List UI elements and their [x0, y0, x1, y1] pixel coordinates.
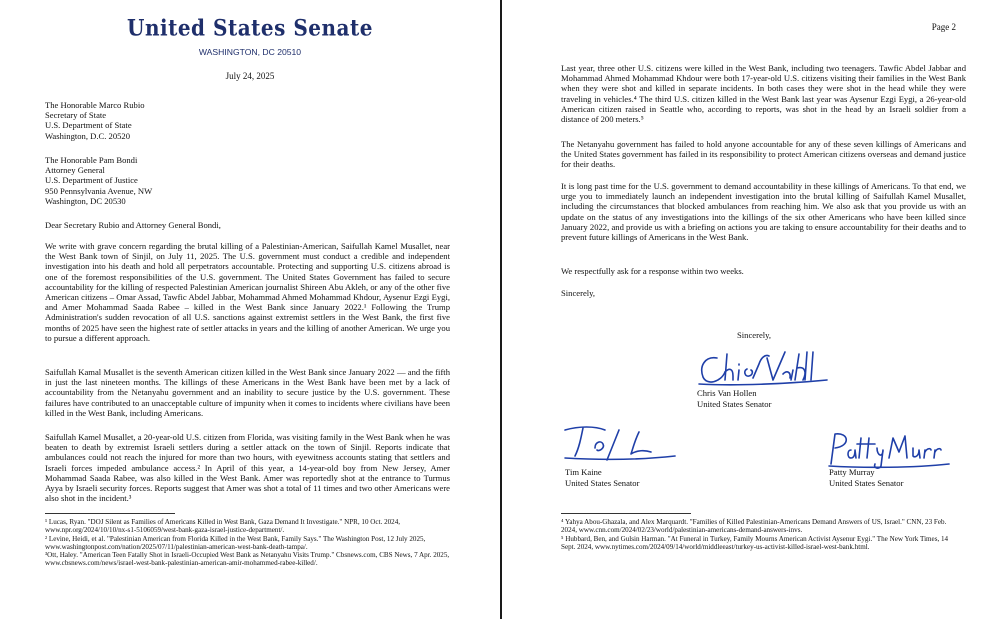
address-line: U.S. Department of Justice [45, 175, 138, 186]
address-line: The Honorable Marco Rubio [45, 100, 145, 110]
letter-page-2 [503, 0, 1000, 619]
signer-name-murray: Patty Murray [829, 467, 875, 477]
signer-name-kaine: Tim Kaine [565, 467, 602, 477]
address-line: Attorney General [45, 165, 105, 176]
signer-title-kaine: United States Senator [565, 478, 640, 488]
closing-sign: Sincerely, [737, 330, 772, 340]
footnote-3: ³Ott, Haley. "American Teen Fatally Shot in Israeli-Occupied West Bank as Netanyahu Visits Trump." Cbsnews.com, CBS News, 7 Apr. 2025, www.cbsnews.com/news/israel-west-bank-palestinian-american-amir-mohammed-rabee-killed/. [45, 551, 450, 568]
body-paragraph-2: Saifullah Kamal Musallet is the seventh American citizen killed in the West Bank since January 2022 — and the fifth in just the last nineteen months. The killings of these Americans in the West Bank have been met by a lack of accountability from the Netanyahu government and an inability to secure justice by the U.S. government. These failures have contributed to an unacceptable culture of impunity when it comes to incidents where civilians have been killed in the West Bank, including Americans. [45, 367, 450, 418]
body-paragraph-1: We write with grave concern regarding the brutal killing of a Palestinian-American, Saifullah Kamel Musallet, near the West Bank town of Sinjil, on July 11, 2025. The U.S. government must conduct a credible and independent investigation into his death and hold all perpetrators accountable. Protecting and supporting U.S. citizens abroad is one of the foremost responsibilities of the U.S. government. The United States Government has failed to secure accountability for the killing of respected Palestinian American journalist Shireen Abu Akleh, or any of the other five American citizens – Omar Assad, Tawfic Abdel Jabbar, Mohammad Ahmed Mohammad Khdour, Aysenur Ezgi Eygi, and Amer Mohammad Saada Rabee – killed in the West Bank since January 2022.¹ Following the Trump Administration's sudden revocation of all U.S. sanctions against extremist settlers in the West Bank, the first five months of 2025 have seen the highest rate of settler attacks in years and the killing of another American. We urge you to pursue a different approach. [45, 241, 450, 343]
body-paragraph-4: Last year, three other U.S. citizens were killed in the West Bank, including two teenagers. Tawfic Abdel Jabbar and Mohammad Ahmed Mohammad Khdour were both 17-year-old U.S. citizens visiting their families in the West Bank when they were shot and killed in separate incidents. In both cases they were shot in the head while they were traveling in vehicles.⁴ The third U.S. citizen killed in the West Bank last year was Aysenur Ezgi Eygi, a 26-year-old American citizen raised in Seattle who, according to reports, was shot in the head by an Israeli soldier from a distance of 200 meters.⁵ [561, 63, 966, 125]
body-paragraph-5: The Netanyahu government has failed to hold anyone accountable for any of these seven killings of Americans and the United States government has failed in its responsibility to protect American citizens overseas and demand justice for their deaths. [561, 139, 966, 170]
addressee-rubio [45, 100, 145, 141]
address-line: U.S. Department of State [45, 120, 132, 131]
senate-letterhead: United States Senate [127, 14, 373, 42]
signer-title-van-hollen: United States Senator [697, 399, 772, 409]
body-paragraph-6: It is long past time for the U.S. government to demand accountability in these killings of Americans. To that end, we urge you to immediately launch an independent investigation into the brutal killing of Saifullah Kamel Musallet, including the circumstances that blocked ambulances from reaching him. We also ask that you provide us with an update on the status of any investigations into the killings of the six other Americans who have been killed since January 2022, and provide us with a briefing on actions you are taking to ensure accountability for their deaths and to prevent future killings of Americans in the West Bank. [561, 181, 966, 243]
letter-date: July 24, 2025 [225, 71, 275, 81]
signature-kaine [559, 422, 679, 462]
footnote-5: ⁵ Hubbard, Ben, and Gulsin Harman. "At Funeral in Turkey, Family Mourns American Activist Aysenur Eygi." The New York Times, 14 Sept. 2024, www.nytimes.com/2024/09/14/world/middleeast/turkey-us-activist-killed-israel-west-bank.html. [561, 534, 949, 551]
body-paragraph-3: Saifullah Kamel Musallet, a 20-year-old U.S. citizen from Florida, was visiting family in the West Bank when he was beaten to death by extremist Israeli settlers during a settler attack on the town of Sinjil. Reports indicate that ambulances could not reach the injured for more than two hours, with eyewitness accounts stating that settlers and Israeli forces impeded ambulance access.² In April of this year, a 14-year-old boy from New Jersey, Amer Mohammad Saada Rabee, was also killed in the West Bank. Amer was reportedly shot at the entrance to Turmus Ayya by Israeli security forces. Reports suggest that Amer was shot a total of 11 times and two other Americans were also shot in the incident.³ [45, 432, 450, 504]
footnotes-page-1 [45, 518, 455, 568]
footnote-rule [561, 513, 691, 514]
address-line: The Honorable Pam Bondi [45, 155, 138, 165]
address-line: Washington, DC 20530 [45, 195, 126, 206]
footnote-4: ⁴ Yahya Abou-Ghazala, and Alex Marquardt. "Families of Killed Palestinian-Americans Demand Answers of US, Israel." CNN, 23 Feb. 2024, www.cnn.com/2024/02/23/world/palestinian-americans-demand-answers-invs. [561, 518, 947, 535]
footnote-rule [45, 513, 175, 514]
closing: Sincerely, [561, 288, 596, 298]
signature-murray [823, 428, 953, 470]
footnotes-page-2 [561, 518, 956, 551]
salutation: Dear Secretary Rubio and Attorney General Bondi, [45, 220, 221, 230]
footnote-1: ¹ Lucas, Ryan. "DOJ Silent as Families of Americans Killed in West Bank, Gaza Demand It Investigate." NPR, 10 Oct. 2024, www.npr.org/2024/10/10/nx-s1-5106059/west-bank-gaza-israel-justice-department/. [45, 518, 401, 535]
footnote-2: ² Levine, Heidi, et al. "Palestinian American from Florida Killed in the West Bank, Family Says." The Washington Post, 12 July 2025, www.washingtonpost.com/nation/2025/07/11/palestinian-american-west-bank-death-tampa/. [45, 534, 426, 551]
page-number: Page 2 [931, 22, 956, 32]
letterhead-city: WASHINGTON, DC 20510 [198, 47, 302, 57]
body-paragraph-7: We respectfully ask for a response within two weeks. [561, 266, 744, 276]
signer-title-murray: United States Senator [829, 478, 904, 488]
address-line: Washington, D.C. 20520 [45, 130, 131, 141]
signature-van-hollen [695, 344, 830, 390]
addressee-bondi [45, 155, 152, 206]
address-line: Secretary of State [45, 110, 107, 121]
address-line: 950 Pennsylvania Avenue, NW [45, 185, 153, 196]
page-divider [500, 0, 502, 619]
signer-name-van-hollen: Chris Van Hollen [697, 388, 757, 398]
